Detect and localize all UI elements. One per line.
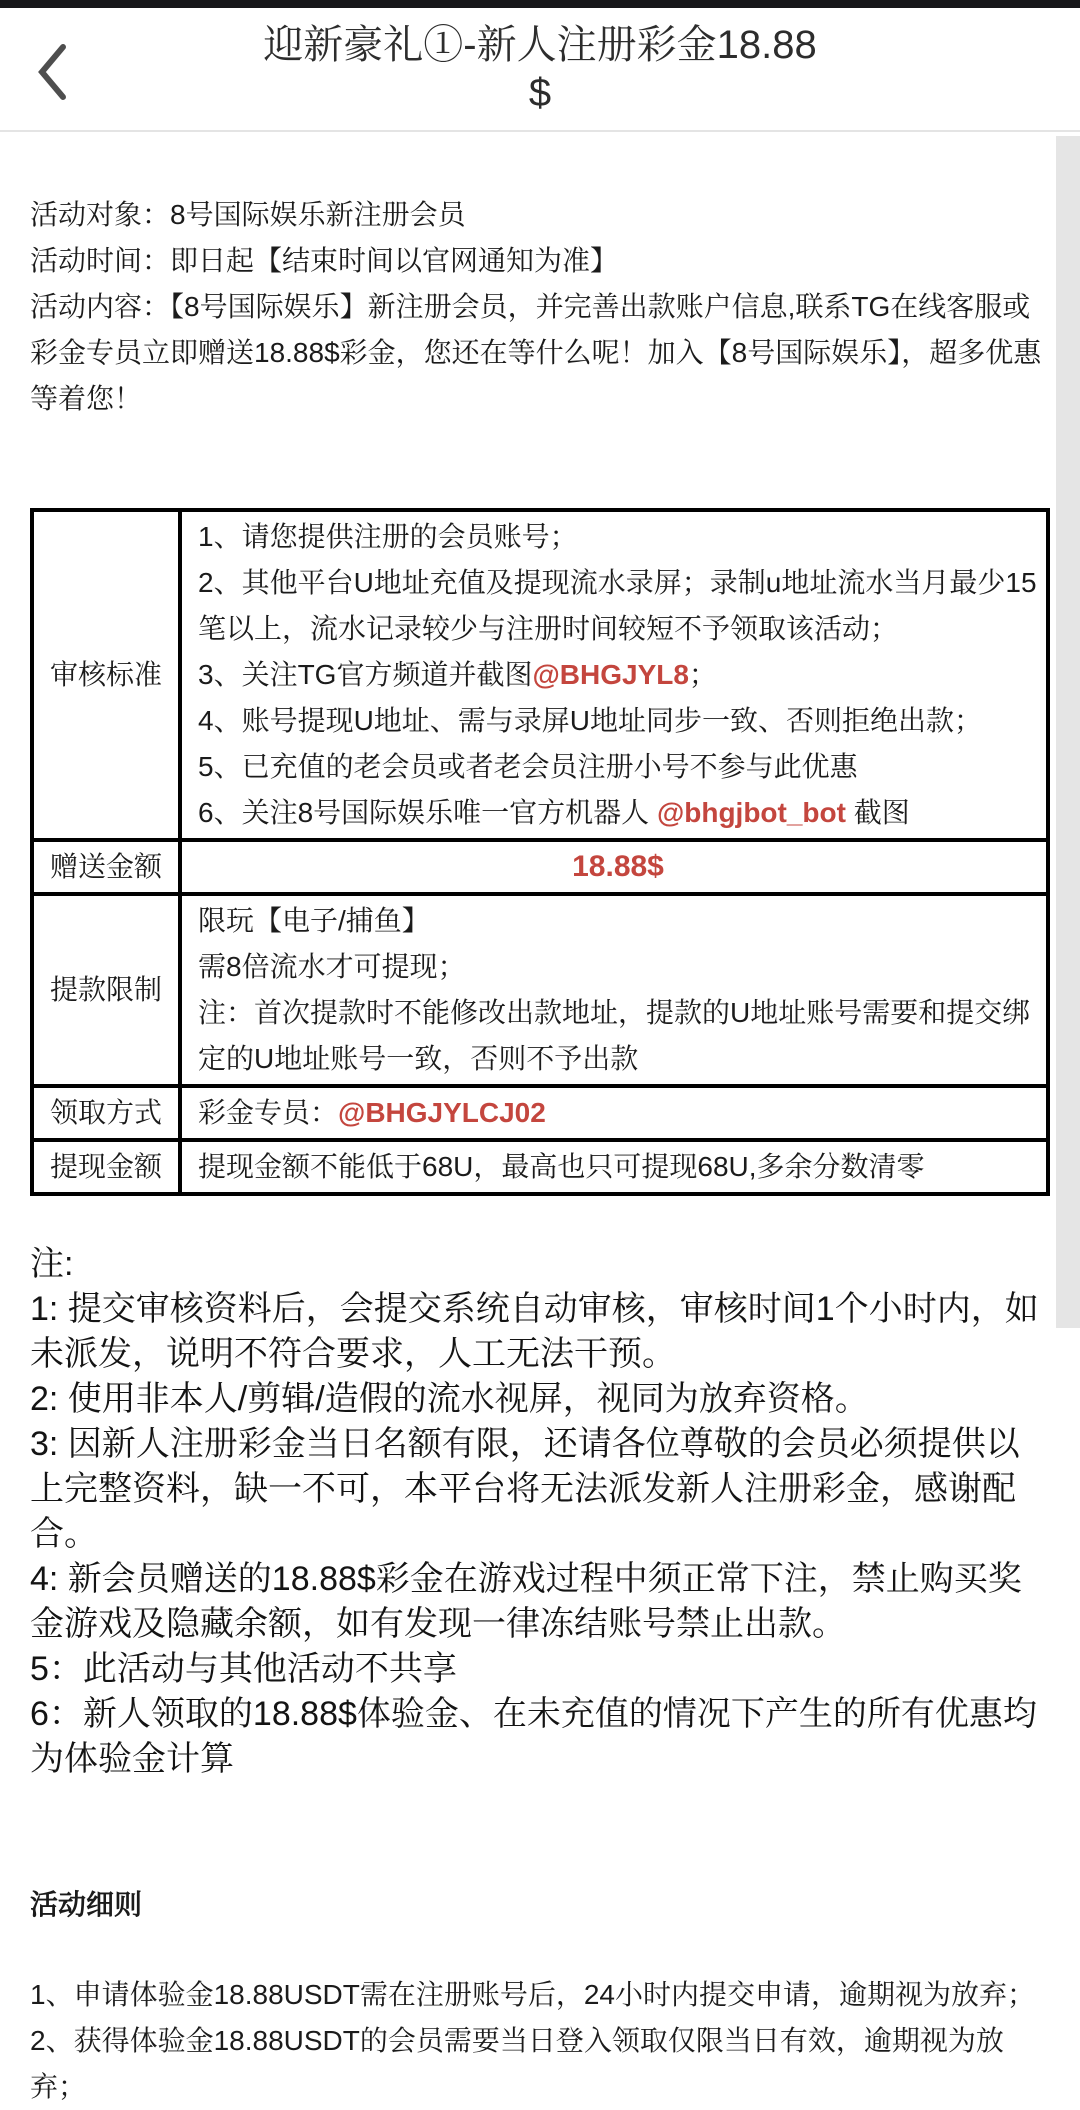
tg-channel-handle: @BHGJYL8 [532, 659, 689, 690]
review-item-1: 1、请您提供注册的会员账号； [198, 521, 578, 552]
note-2: 2: 使用非本人/剪辑/造假的流水视屏，视同为放弃资格。 [30, 1380, 869, 1418]
promo-table [30, 508, 1050, 1196]
withdraw-amount-text: 提现金额不能低于68U，最高也只可提现68U,多余分数清零 [180, 1140, 1048, 1194]
note-6: 6：新人领取的18.88$体验金、在未充值的情况下产生的所有优惠均为体验金计算 [30, 1695, 1037, 1778]
row-content-withdraw-limit [180, 894, 1048, 1086]
review-item-3-text: 3、关注TG官方频道并截图 [198, 659, 533, 690]
review-item-6-tail: 截图 [845, 797, 910, 828]
rule-2: 2、获得体验金18.88USDT的会员需要当日登入领取仅限当日有效，逾期视为放弃； [30, 2025, 1004, 2102]
review-item-4: 4、账号提现U地址、需与录屏U地址同步一致、否则拒绝出款； [198, 705, 983, 736]
page-title [0, 21, 1080, 117]
table-row-review [32, 510, 1048, 840]
page-title-line1: 迎新豪礼①-新人注册彩金18.88 [263, 23, 817, 67]
row-label-withdraw-amount: 提现金额 [32, 1140, 180, 1194]
row-label-bonus: 赠送金额 [32, 840, 180, 894]
notes-title: 注: [30, 1245, 74, 1283]
notes-section [30, 1242, 1050, 1782]
tg-specialist-handle: @BHGJYLCJ02 [338, 1097, 546, 1128]
table-row-withdraw-limit [32, 894, 1048, 1086]
scrollbar-thumb[interactable] [1056, 136, 1080, 1328]
row-label-withdraw-limit: 提款限制 [32, 894, 180, 1086]
note-1: 1: 提交审核资料后，会提交系统自动审核，审核时间1个小时内，如未派发，说明不符合要求，人工无法干预。 [30, 1290, 1039, 1373]
row-content-claim [180, 1086, 1048, 1140]
review-item-6-text: 6、关注8号国际娱乐唯一官方机器人 [198, 797, 657, 828]
row-label-review: 审核标准 [32, 510, 180, 840]
rules-title: 活动细则 [30, 1889, 143, 1920]
withdraw-limit-line-1: 限玩【电子/捕鱼】 [198, 905, 430, 936]
activity-time: 活动时间：即日起【结束时间以官网通知为准】 [30, 245, 619, 276]
bonus-amount: 18.88$ [180, 840, 1048, 894]
note-4: 4: 新会员赠送的18.88$彩金在游戏过程中须正常下注，禁止购买奖金游戏及隐藏余额，如有发现一律冻结账号禁止出款。 [30, 1560, 1022, 1643]
rule-1: 1、申请体验金18.88USDT需在注册账号后，24小时内提交申请，逾期视为放弃； [30, 1979, 1036, 2010]
rules-section [30, 1972, 1050, 2110]
row-label-claim: 领取方式 [32, 1086, 180, 1140]
note-5: 5：此活动与其他活动不共享 [30, 1650, 457, 1688]
row-content-review [180, 510, 1048, 840]
review-item-6 [198, 790, 1038, 836]
activity-content: 活动内容：【8号国际娱乐】新注册会员，并完善出款账户信息,联系TG在线客服或彩金专员立即赠送18.88$彩金，您还在等什么呢！加入【8号国际娱乐】，超多优惠等着您！ [30, 291, 1042, 414]
header [0, 8, 1080, 132]
review-item-5: 5、已充值的老会员或者老会员注册小号不参与此优惠 [198, 751, 858, 782]
claim-line [198, 1090, 1038, 1136]
withdraw-limit-line-3: 注：首次提款时不能修改出款地址，提款的U地址账号需要和提交绑定的U地址账号一致，否则不予出款 [198, 997, 1031, 1074]
table-row-withdraw-amount [32, 1140, 1048, 1194]
review-item-3-tail: ； [688, 659, 717, 690]
activity-target: 活动对象：8号国际娱乐新注册会员 [30, 199, 466, 230]
review-item-2: 2、其他平台U地址充值及提现流水录屏；录制u地址流水当月最少15笔以上，流水记录较少与注册时间较短不予领取该活动； [198, 567, 1037, 644]
table-row-claim [32, 1086, 1048, 1140]
table-row-bonus [32, 840, 1048, 894]
withdraw-limit-line-2: 需8倍流水才可提现； [198, 951, 466, 982]
back-chevron-icon [35, 42, 69, 102]
note-3: 3: 因新人注册彩金当日名额有限，还请各位尊敬的会员必须提供以上完整资料，缺一不可，本平台将无法派发新人注册彩金，感谢配合。 [30, 1425, 1020, 1553]
status-bar [0, 0, 1080, 8]
promo-content [0, 192, 1080, 2110]
review-item-3 [198, 652, 1038, 698]
claim-line-text: 彩金专员： [198, 1097, 339, 1128]
tg-bot-handle: @bhgjbot_bot [656, 797, 846, 828]
page-title-line2: $ [528, 71, 552, 115]
intro-section [30, 192, 1050, 422]
back-button[interactable] [26, 38, 78, 106]
